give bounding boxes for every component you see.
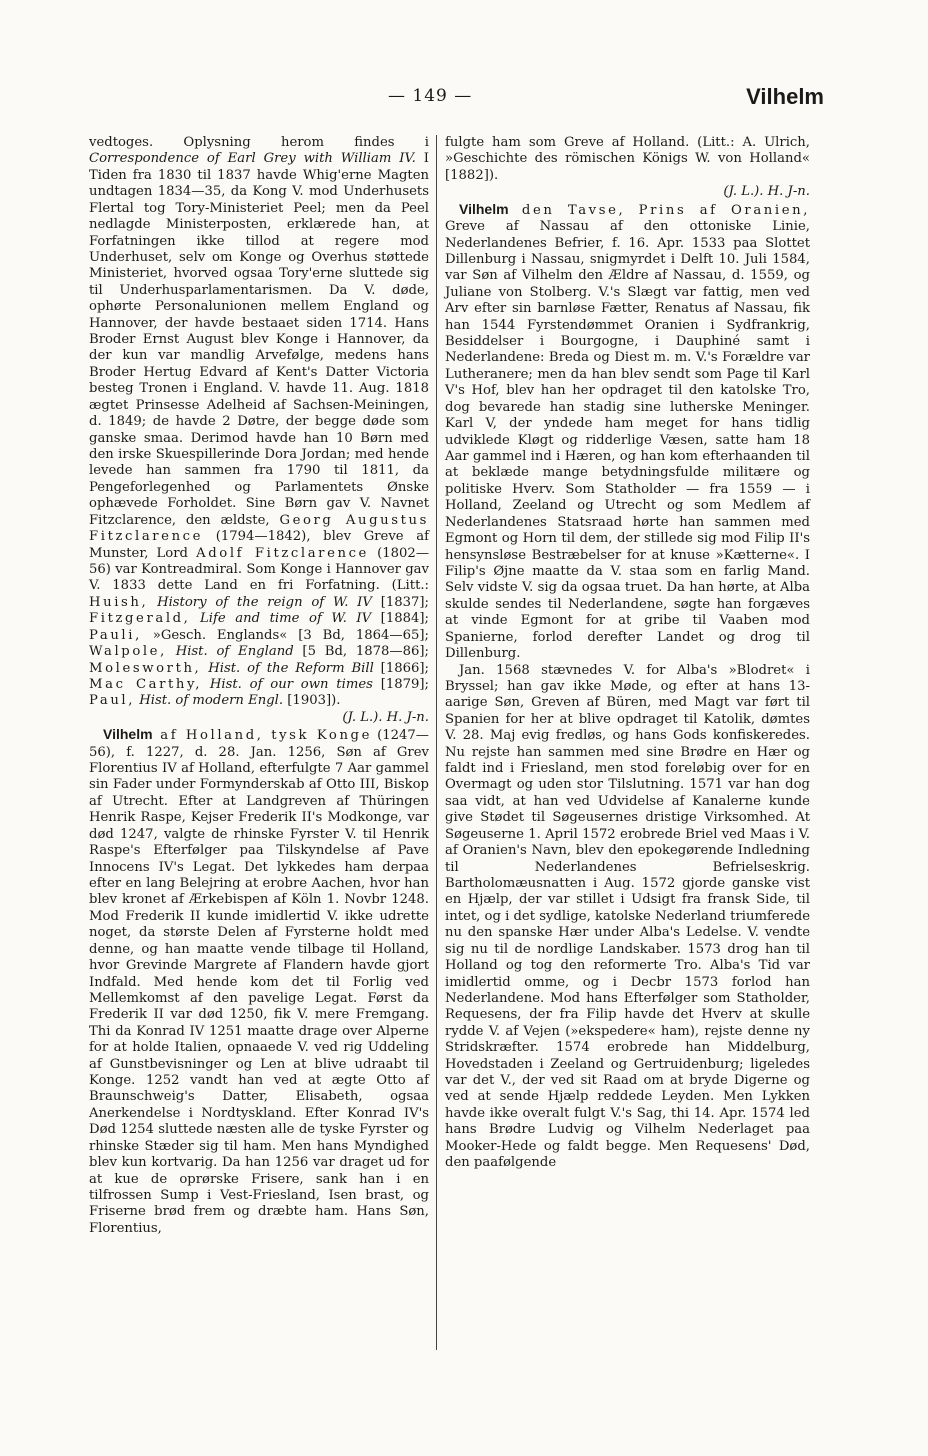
entry-headword: Vilhelm xyxy=(459,200,509,217)
text-run: Molesworth, xyxy=(89,660,202,676)
text-run: Walpole, xyxy=(89,644,167,660)
text-run: Paul, xyxy=(89,693,136,709)
text-run: History of the reign of W. IV xyxy=(157,594,372,610)
text-run: [5 Bd, 1878—86]; xyxy=(293,644,429,660)
text-run: Correspondence of Earl Grey with William IV. xyxy=(89,151,416,167)
page-number: — 149 — xyxy=(388,86,473,106)
text-run: Hist. of our own times xyxy=(209,676,373,692)
paragraph xyxy=(89,726,429,1237)
paragraph xyxy=(445,663,810,1172)
right-column xyxy=(445,135,810,1172)
text-run: [1879]; xyxy=(372,676,429,692)
text-run xyxy=(190,611,200,626)
text-run: af Holland, tysk Konge xyxy=(152,728,372,744)
text-run: Hist. of England xyxy=(175,644,294,660)
paragraph xyxy=(445,135,810,201)
text-run xyxy=(167,644,176,659)
text-run: Jan. 1568 stævnedes V. for Alba's »Blodret« i Bryssel; han gav ikke Møde, og efter at hans 13-aarige Søn, Greven af Büren, med Magt var ført til Spanien for her at blive opdraget til Katolik, dømtes V. 28. Maj evig fredløs, og hans Gods konfiskeredes. Nu rejste han sammen med sine Brødre en Hær og faldt ind i Friesland, men stod foreløbig over for en Overmagt og uden stor Tilslutning. 1571 var han dog saa vidt, at han ved Udvidelse af Kanalerne kunde give Stødet til Søgeusernes dristige Virksomhed. At Søgeuserne 1. April 1572 erobrede Briel ved Maas i V. af Oranien's Navn, blev den epokegørende Indledning til Nederlandenes Befrielseskrig. Bartholomæusnatten i Aug. 1572 gjorde ganske vist en Hjælp, der var stillet i Udsigt fra fransk Side, til intet, og i det sydlige, katolske Nederland triumferede nu den spanske Hær under Alba's Ledelse. V. vendte sig nu til de nordlige Landskaber. 1573 drog han til Holland og tog den reformerte Tro. Alba's Tid var imidlertid omme, og i Decbr 1573 forlod han Nederlandene. Mod hans Efterfølger som Statholder, Requesens, der fra Filip havde det Hverv at skulle rydde V. af Vejen (»ekspedere« ham), rejste denne ny Stridskræfter. 1574 erobrede han Middelburg, Hovedstaden i Zeeland og Gertruidenburg; ligeledes var det V., der ved sit Raad om at bryde Digerne og ved at sende Hjælp reddede Leyden. Men Lykken havde ikke overalt fulgt V.'s Sag, thi 14. Apr. 1574 led hans Brødre Ludvig og Vilhelm Nederlaget paa Mooker-Hede og faldt begge. Men Requesens' Død, den paafølgende xyxy=(445,662,810,1171)
text-run: Hist. of modern Engl. xyxy=(139,693,284,709)
text-run: den Tavse, Prins af Oranien, xyxy=(508,202,810,218)
text-run: [1903]). xyxy=(283,693,341,709)
running-head: Vilhelm xyxy=(746,84,824,109)
text-run: (1802—56) var Kontreadmiral. Som Konge i Hannover gav V. 1833 dette Land en fri Forfatning. (Litt.: xyxy=(89,545,430,594)
text-run: Mac Carthy, xyxy=(89,676,203,692)
text-run: (1247—56), f. 1227, d. 28. Jan. 1256, Søn af Grev Florentius IV af Holland, efterfulgte 7 Aar gammel sin Fader under Formynderskab af Otto III, Biskop af Utrecht. Efter at Landgreven af Thüringen Henrik Raspe, Kejser Frederik II's Modkonge, var død 1247, valgte de rhinske Fyrster V. til Henrik Raspe's Efterfølger paa Tilskyndelse af Pave Innocens IV's Legat. Det lykkedes ham derpaa efter en lang Belejring at erobre Aachen, hvor han blev kronet af Ærkebispen af Köln 1. Novbr 1248. Mod Frederik II kunde imidlertid V. ikke udrette noget, da største Delen af Fyrsterne holdt med denne, og han maatte vende tilbage til Holland, hvor Grevinde Margrete af Flandern havde gjort Indfald. Med hende kom det til Forlig ved Mellemkomst af den pavelige Legat. Først da Frederik II var død 1250, fik V. mere Fremgang. Thi da Konrad IV 1251 maatte drage over Alperne for at holde Italien, opnaaede V. ved rig Uddeling af Gunstbevisninger og Len at blive udraabt til Konge. 1252 vandt han ved at ægte Otto af Braunschweig's Datter, Elisabeth, ogsaa Anerkendelse i Nordtyskland. Efter Konrad IV's Død 1254 sluttede næsten alle de tyske Fyrster og rhinske Stæder sig til ham. Men hans Myndighed blev kun kortvarig. Da han 1256 var draget ud for at kue de oprørske Frisere, sank han i en tilfrossen Sump i Vest-Friesland, Isen brast, og Friserne brød frem og dræbte ham. Hans Søn, Florentius, xyxy=(89,728,429,1236)
entry-headword: Vilhelm xyxy=(103,726,153,743)
text-run: vedtoges. Oplysning herom findes i xyxy=(89,135,429,150)
text-run: [1884]; xyxy=(371,611,429,627)
author-signature: (J. L.). H. J-n. xyxy=(342,709,429,725)
paragraph xyxy=(445,201,810,663)
text-run: Life and time of W. IV xyxy=(200,611,372,627)
text-run xyxy=(202,677,210,692)
text-run: [1837]; xyxy=(371,594,429,610)
paragraph xyxy=(89,135,429,726)
text-run: I Tiden fra 1830 til 1837 havde Whig'erne Magten undtagen 1834—35, da Kong V. mod Underhusets Flertal tog Tory-Ministeriet Peel; men da Peel nedlagde Ministerposten, erklærede han, at Forfatningen ikke tillod at regere mod Underhuset, selv om Konge og Overhus støttede Ministeriet, hvorved ogsaa Tory'erne sluttede sig til Underhusparlamentarismen. Da V. døde, ophørte Personalunionen mellem England og Hannover, der havde bestaaet siden 1714. Hans Broder Ernst August blev Konge i Hannover, da der kun var mandlig Arvefølge, medens hans Broder Hertug Edvard af Kent's Datter Victoria besteg Tronen i England. V. havde 11. Aug. 1818 ægtet Prinsesse Adelheid af Sachsen-Meiningen, d. 1849; de havde 2 Døtre, der begge døde som ganske smaa. Derimod havde han 10 Børn med den irske Skuespillerinde Dora Jordan; med hende levede han sammen fra 1790 til 1811, da Pengeforlegenhed og Parlamentets Ønske ophævede Forholdet. Sine Børn gav V. Navnet Fitzclarence, den ældste, xyxy=(89,151,429,528)
text-run: Georg Augustus Fitzclarence xyxy=(89,512,429,545)
author-signature: (J. L.). H. J-n. xyxy=(723,184,810,200)
text-run xyxy=(148,595,157,610)
text-run: Pauli, xyxy=(89,627,142,643)
text-run: fulgte ham som Greve af Holland. (Litt.: A. Ulrich, xyxy=(445,135,810,150)
text-run: »Geschichte des römischen Königs W. von Holland« [1882]). xyxy=(445,151,810,183)
text-run: [1866]; xyxy=(373,660,429,676)
left-column xyxy=(89,135,429,1237)
text-run: Hist. of the Reform Bill xyxy=(208,660,374,676)
column-divider xyxy=(436,135,437,1350)
text-run: (1794—1842), blev Greve af Munster, Lord xyxy=(89,529,429,561)
text-run: Adolf Fitzclarence xyxy=(196,545,369,561)
text-run: »Gesch. Englands« [3 Bd, 1864—65]; xyxy=(141,627,429,643)
page-header xyxy=(0,86,928,120)
text-run: Greve af Nassau af den ottoniske Linie, Nederlandenes Befrier, f. 16. Apr. 1533 paa Slottet Dillenburg i Nassau, snigmyrdet i Delft 10. Juli 1584, var Søn af Vilhelm den Ældre af Nassau, d. 1559, og Juliane von Stolberg. V.'s Slægt var fattig, men ved Arv efter sin barnløse Fætter, Renatus af Nassau, fik han 1544 Fyrstendømmet Oranien i Sydfrankrig, Besiddelser i Bourgogne, i Dauphiné samt i Nederlandene: Breda og Diest m. m. V.'s Forældre var Lutheranere; men da han blev sendt som Page til Karl V's Hof, blev han her opdraget til den katolske Tro, dog bevarede han stadig sine lutherske Meninger. Karl V, der yndede ham meget for hans tidlig udviklede Kløgt og ridderlige Væsen, satte ham 18 Aar gammel ind i Hæren, og han kom efterhaanden til at beklæde mange betydningsfulde militære og politiske Hverv. Som Statholder — fra 1559 — i Holland, Zeeland og Utrecht og som Medlem af Nederlandenes Statsraad hørte han sammen med Egmont og Horn til dem, der stillede sig mod Filip II's hensynsløse Bestræbelser for at knuse »Kætterne«. I Filip's Øjne maatte da V. staa som en farlig Mand. Selv vidste V. sig da ogsaa truet. Da han hørte, at Alba skulde sendes til Nederlandene, søgte han forgæves at vinde Egmont for at gribe til Vaaben mod Spanierne, forlod derefter Landet og drog til Dillenburg. xyxy=(445,219,810,662)
text-run: Fitzgerald, xyxy=(89,611,191,627)
text-run: Huish, xyxy=(89,594,149,610)
